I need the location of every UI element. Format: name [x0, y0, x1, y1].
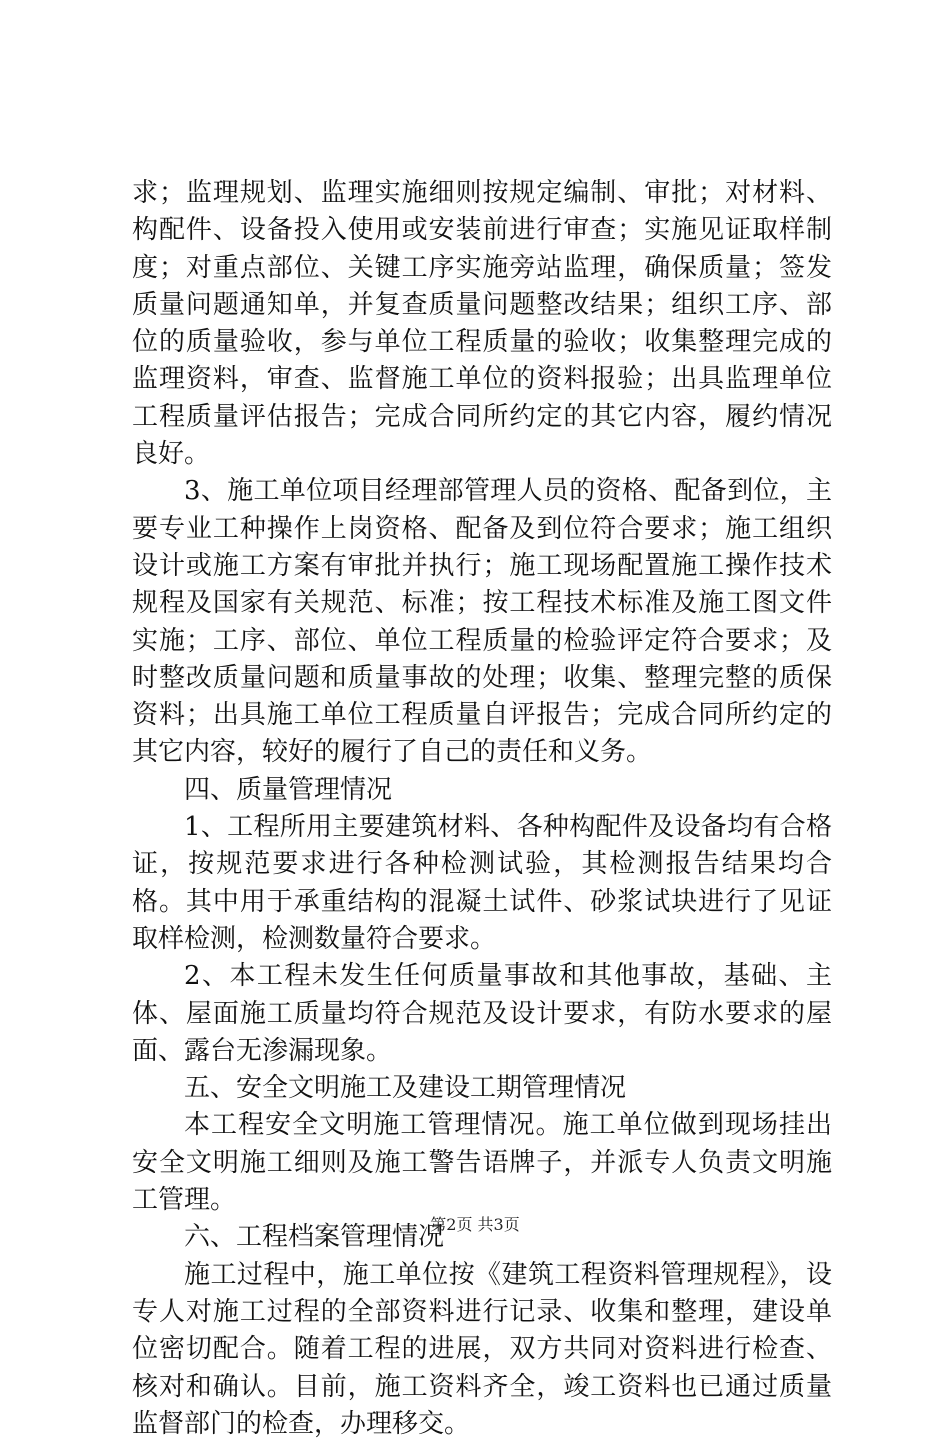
section-heading-quality-management: 四、质量管理情况 [184, 774, 393, 805]
paragraph-item-3: 3、施工单位项目经理部管理人员的资格、配备到位，主要专业工种操作上岗资格、配备及到位符合要求；施工组织设计或施工方案有审批并执行；施工现场配置施工操作技术规程及国家有关规范、标准；按工程技术标准及施工图文件实施；工序、部位、单位工程质量的检验评定符合要求；及时整改质量问题和质量事故的处理；收集、整理完整的质保资料；出具施工单位工程质量自评报告；完成合同所约定的其它内容，较好的履行了自己的责任和义务。 [132, 476, 832, 768]
paragraph-quality-item-2: 2、本工程未发生任何质量事故和其他事故，基础、主体、屋面施工质量均符合规范及设计要求，有防水要求的屋面、露台无渗漏现象。 [132, 961, 832, 1066]
section-heading-safety-schedule: 五、安全文明施工及建设工期管理情况 [184, 1073, 627, 1104]
section-heading-archive-management: 六、工程档案管理情况 [184, 1222, 445, 1253]
paragraph-archive: 施工过程中，施工单位按《建筑工程资料管理规程》，设专人对施工过程的全部资料进行记录、收集和整理，建设单位密切配合。随着工程的进展，双方共同对资料进行检查、核对和确认。目前，施工资料齐全，竣工资料也已通过质量监督部门的检查，办理移交。 [132, 1259, 832, 1439]
document-body [132, 175, 832, 1443]
paragraph-quality-item-1: 1、工程所用主要建筑材料、各种构配件及设备均有合格证，按规范要求进行各种检测试验，其检测报告结果均合格。其中用于承重结构的混凝土试件、砂浆试块进行了见证取样检测，检测数量符合要求。 [132, 812, 832, 954]
paragraph-continuation: 求；监理规划、监理实施细则按规定编制、审批；对材料、构配件、设备投入使用或安装前进行审查；实施见证取样制度；对重点部位、关键工序实施旁站监理，确保质量；签发质量问题通知单，并复查质量问题整改结果；组织工序、部位的质量验收，参与单位工程质量的验收；收集整理完成的监理资料，审查、监督施工单位的资料报验；出具监理单位工程质量评估报告；完成合同所约定的其它内容，履约情况良好。 [132, 178, 832, 470]
page-footer: 第2页 共3页 [430, 1215, 520, 1234]
paragraph-safety: 本工程安全文明施工管理情况。施工单位做到现场挂出安全文明施工细则及施工警告语牌子，并派专人负责文明施工管理。 [132, 1110, 832, 1216]
